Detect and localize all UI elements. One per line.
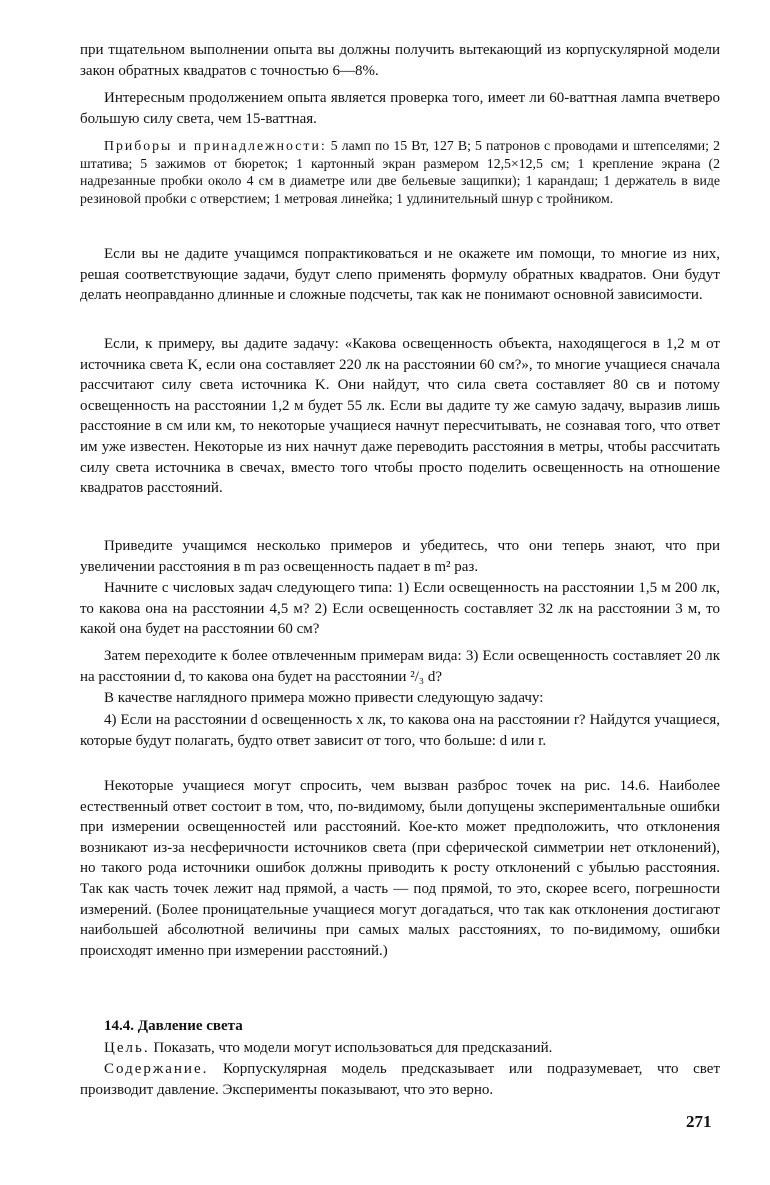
paragraph-task-4: 4) Если на расстоянии d освещенность x лк, то какова она на расстоянии r? Найдутся учащиеся, которые будут полагать, будто ответ зависит от того, что больше: d или r.	[80, 712, 720, 749]
paragraph-extension: Интересным продолжением опыта является проверка того, имеет ли 60-ваттная лампа вчетверо большую силу света, чем 15-ваттная.	[80, 90, 720, 127]
goal-text: Показать, что модели могут использоваться для предсказаний.	[149, 1040, 553, 1056]
content-text: Корпускулярная модель предсказывает или подразумевает, что свет производит давление. Эксперименты показывают, что это верно.	[80, 1061, 720, 1098]
paragraph-abstract-tasks: Затем переходите к более отвлеченным примерам вида: 3) Если освещенность составляет 20 лк на расстоянии d, то какова она будет на расстоянии ²/₃ d?	[80, 648, 720, 685]
paragraph-examples: Приведите учащимся несколько примеров и убедитесь, что они теперь знают, что при увеличении расстояния в m раз освещенность падает в m² раз.	[80, 538, 720, 575]
goal-lead: Цель.	[104, 1040, 150, 1056]
paragraph-intro: при тщательном выполнении опыта вы должны получить вытекающий из корпускулярной модели закон обратных квадратов с точностью 6—8%.	[80, 42, 720, 79]
paragraph-numeric-tasks: Начните с числовых задач следующего типа: 1) Если освещенность на расстоянии 1,5 м 200 лк, то какова она на расстоянии 4,5 м? 2) Если освещенность составляет 32 лк на расстоянии 3 м, то какой она будет на расстоянии 60 см?	[80, 580, 720, 638]
page-number: 271	[686, 1112, 712, 1131]
paragraph-example: Если, к примеру, вы дадите задачу: «Какова освещенность объекта, находящегося в 1,2 м от источника света K, если она составляет 220 лк на расстоянии 60 см?», то многие учащиеся сначала рассчитают силу света источника K. Они найдут, что сила света составляет 80 св и потому освещенность на расстоянии 1,2 м будет 55 лк. Если вы дадите ту же самую задачу, выразив лишь расстояние в см или км, то некоторые учащиеся начнут пересчитывать, не сознавая того, что ответ им уже известен. Некоторые из них начнут даже переводить расстояния в метры, чтобы рассчитать силу света источника в свечах, вместо того чтобы просто поделить освещенность на отношение квадратов расстояний.	[80, 336, 720, 497]
paragraph-scatter: Некоторые учащиеся могут спросить, чем вызван разброс точек на рис. 14.6. Наиболее естественный ответ состоит в том, что, по-видимому, были допущены экспериментальные ошибки при измерении освещенностей или расстояний. Кое-кто может предположить, что отклонения возникают из-за несферичности источников света (при сферической симметрии нет отклонений), но такого рода источники ошибок должны приводить к росту отклонений с убылью расстояния. Так как часть точек лежит над прямой, а часть — под прямой, то это, скорее всего, погрешности измерений. (Более проницательные учащиеся могут догадаться, что так как отклонения достигают наибольшей абсолютной величины при самых малых расстояниях, то по-видимому, ошибки происходят именно при измерении расстояний.)	[80, 778, 720, 959]
equipment-lead: Приборы и принадлежности:	[104, 138, 327, 153]
equipment-text: 5 ламп по 15 Вт, 127 В; 5 патронов с проводами и штепселями; 2 штатива; 5 зажимов от бюреток; 1 картонный экран размером 12,5×12,5 см; 1 крепление экрана (2 надрезанные пробки около 4 см в диаметре или две бельевые защипки); 1 карандаш; 1 держатель в виде резиновой пробки с отверстием; 1 метровая линейка; 1 удлинительный шнур с тройником.	[80, 138, 721, 206]
equipment-list	[80, 137, 720, 207]
paragraph-practice: Если вы не дадите учащимся попрактиковаться и не окажете им помощи, то многие из них, решая соответствующие задачи, будут слепо применять формулу обратных квадратов. Они будут делать неоправданно длинные и сложные подсчеты, так как не понимают основной зависимости.	[80, 246, 720, 304]
content-paragraph	[80, 1059, 720, 1100]
section-heading: 14.4. Давление света	[104, 1018, 243, 1034]
paragraph-visual-example: В качестве наглядного примера можно привести следующую задачу:	[104, 690, 544, 706]
goal-line	[80, 1038, 720, 1059]
content-lead: Содержание.	[104, 1061, 209, 1077]
